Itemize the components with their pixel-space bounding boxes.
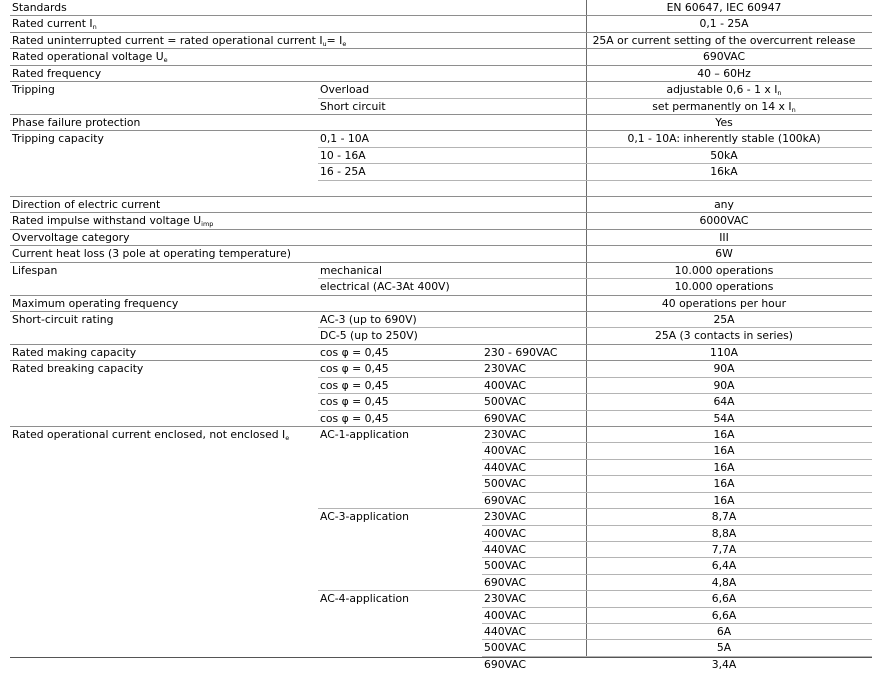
condition-label: 0,1 - 10A [320, 132, 370, 146]
table-row [10, 493, 872, 509]
parameter-label: Rated current $I_n$ [12, 17, 97, 32]
condition-label: AC-1-application [320, 427, 409, 441]
table-row [10, 148, 872, 164]
voltage-label: 500VAC [484, 395, 527, 409]
table-row [10, 49, 872, 65]
voltage-label: 440VAC [484, 542, 527, 556]
table-row [10, 263, 872, 279]
value-cell: III [719, 230, 729, 244]
table-row [10, 624, 872, 640]
table-row [10, 213, 872, 229]
value-cell: 25A [713, 313, 735, 327]
table-rows [10, 0, 872, 673]
table-row [10, 181, 872, 197]
value-cell: 6,6A [711, 608, 737, 622]
table-row [10, 82, 872, 98]
value-cell: 50kA [710, 148, 738, 162]
table-row [10, 657, 872, 673]
value-cell: 90A [713, 362, 735, 376]
specification-table [10, 0, 872, 673]
condition-label: 10 - 16A [320, 148, 366, 162]
voltage-label: 500VAC [484, 559, 527, 573]
table-row [10, 542, 872, 558]
table-row [10, 99, 872, 115]
voltage-label: 230 - 690VAC [484, 345, 558, 359]
parameter-label: Rated operational voltage $U_e$ [12, 50, 168, 65]
table-row [10, 312, 872, 328]
value-cell: 6,6A [711, 592, 737, 606]
voltage-label: 690VAC [484, 657, 527, 671]
value-cell: 16A [713, 460, 735, 474]
table-row [10, 16, 872, 32]
value-cell: 690VAC [702, 50, 746, 64]
voltage-label: 400VAC [484, 444, 527, 458]
table-row [10, 443, 872, 459]
value-cell: 64A [713, 395, 735, 409]
table-row [10, 115, 872, 131]
value-cell: 16kA [710, 165, 738, 179]
value-cell: 8,8A [711, 526, 737, 540]
voltage-label: 230VAC [484, 427, 527, 441]
table-row [10, 328, 872, 344]
condition-label: cos φ = 0,45 [320, 395, 389, 409]
voltage-label: 440VAC [484, 625, 527, 639]
table-row [10, 378, 872, 394]
table-row [10, 427, 872, 443]
value-cell: 0,1 - 10A: inherently stable (100kA) [627, 132, 821, 146]
table-row [10, 230, 872, 246]
value-cell: 5A [716, 641, 732, 655]
parameter-label: Standards [12, 1, 67, 14]
condition-label: 16 - 25A [320, 165, 366, 179]
table-row [10, 558, 872, 574]
parameter-label: Rated frequency [12, 66, 102, 80]
value-cell: 6A [716, 625, 732, 639]
value-cell: 16A [713, 444, 735, 458]
condition-label: Short circuit [320, 99, 386, 113]
voltage-label: 690VAC [484, 411, 527, 425]
table-row [10, 279, 872, 295]
value-cell: 25A (3 contacts in series) [655, 329, 793, 343]
value-cell: set permanently on 14 x $I_n$ [652, 99, 796, 114]
table-bottom-border [10, 657, 872, 658]
condition-label: AC-3-application [320, 510, 409, 524]
condition-label: AC-4-application [320, 592, 409, 606]
table-row [10, 197, 872, 213]
table-row [10, 575, 872, 591]
condition-label: Overload [320, 83, 370, 97]
value-cell: adjustable 0,6 - 1 x $I_n$ [666, 83, 782, 98]
parameter-label: Rated impulse withstand voltage $U_{imp}$ [12, 214, 214, 229]
parameter-label: Rated breaking capacity [12, 362, 144, 376]
table-row [10, 460, 872, 476]
value-cell: 10.000 operations [674, 280, 774, 294]
voltage-label: 400VAC [484, 608, 527, 622]
value-cell: 3,4A [711, 657, 737, 671]
value-cell: 7,7A [711, 542, 737, 556]
parameter-label: Current heat loss (3 pole at operating temperature) [12, 247, 291, 261]
table-row [10, 66, 872, 82]
value-cell: 16A [713, 427, 735, 441]
table-row [10, 296, 872, 312]
voltage-label: 230VAC [484, 510, 527, 524]
table-row [10, 164, 872, 180]
value-cell: 6W [715, 247, 733, 261]
value-cell: 6,4A [711, 559, 737, 573]
value-cell: 16A [713, 477, 735, 491]
value-cell: 110A [710, 345, 738, 359]
parameter-label: Rated making capacity [12, 345, 137, 359]
parameter-label: Rated operational current enclosed, not enclosed $I_e$ [12, 427, 290, 442]
value-cell: 8,7A [711, 510, 737, 524]
voltage-label: 690VAC [484, 493, 527, 507]
parameter-label: Overvoltage category [12, 230, 130, 244]
value-cell: 4,8A [711, 575, 737, 589]
table-row [10, 640, 872, 656]
condition-label: cos φ = 0,45 [320, 411, 389, 425]
table-row [10, 345, 872, 361]
condition-label: AC-3 (up to 690V) [320, 313, 417, 327]
table-row [10, 131, 872, 147]
value-cell: 40 operations per hour [661, 296, 787, 310]
value-cell: 25A or current setting of the overcurrent release [592, 33, 856, 47]
parameter-label: Short-circuit rating [12, 313, 114, 327]
voltage-label: 400VAC [484, 378, 527, 392]
condition-label: cos φ = 0,45 [320, 362, 389, 376]
condition-label: DC-5 (up to 250V) [320, 329, 418, 343]
voltage-label: 500VAC [484, 641, 527, 655]
value-cell: 6000VAC [699, 214, 749, 228]
condition-label: cos φ = 0,45 [320, 378, 389, 392]
table-row [10, 394, 872, 410]
voltage-label: 500VAC [484, 477, 527, 491]
table-row [10, 411, 872, 427]
table-row [10, 509, 872, 525]
parameter-label: Tripping capacity [12, 132, 104, 146]
table-row [10, 0, 872, 16]
parameter-label: Maximum operating frequency [12, 296, 179, 310]
voltage-label: 230VAC [484, 362, 527, 376]
voltage-label: 690VAC [484, 575, 527, 589]
table-row [10, 33, 872, 49]
parameter-label: Rated uninterrupted current = rated operational current $I_u= I_e$ [12, 33, 347, 48]
value-cell: 90A [713, 378, 735, 392]
parameter-label: Direction of electric current [12, 198, 161, 212]
condition-label: cos φ = 0,45 [320, 345, 389, 359]
value-cell: 10.000 operations [674, 263, 774, 277]
value-cell: any [714, 198, 734, 212]
table-row [10, 246, 872, 262]
condition-label: electrical (AC-3At 400V) [320, 280, 450, 294]
voltage-label: 440VAC [484, 460, 527, 474]
value-cell: 40 – 60Hz [697, 66, 751, 80]
parameter-label: Lifespan [12, 263, 58, 277]
value-cell: 16A [713, 493, 735, 507]
voltage-label: 400VAC [484, 526, 527, 540]
value-cell: Yes [715, 115, 733, 129]
parameter-label: Phase failure protection [12, 115, 141, 129]
condition-label: mechanical [320, 263, 382, 277]
table-row [10, 608, 872, 624]
table-row [10, 591, 872, 607]
parameter-label: Tripping [12, 83, 55, 97]
value-cell: EN 60647, IEC 60947 [666, 1, 782, 14]
value-cell: 0,1 - 25A [699, 17, 749, 31]
table-row [10, 476, 872, 492]
table-row [10, 361, 872, 377]
value-cell: 54A [713, 411, 735, 425]
voltage-label: 230VAC [484, 592, 527, 606]
table-row [10, 526, 872, 542]
